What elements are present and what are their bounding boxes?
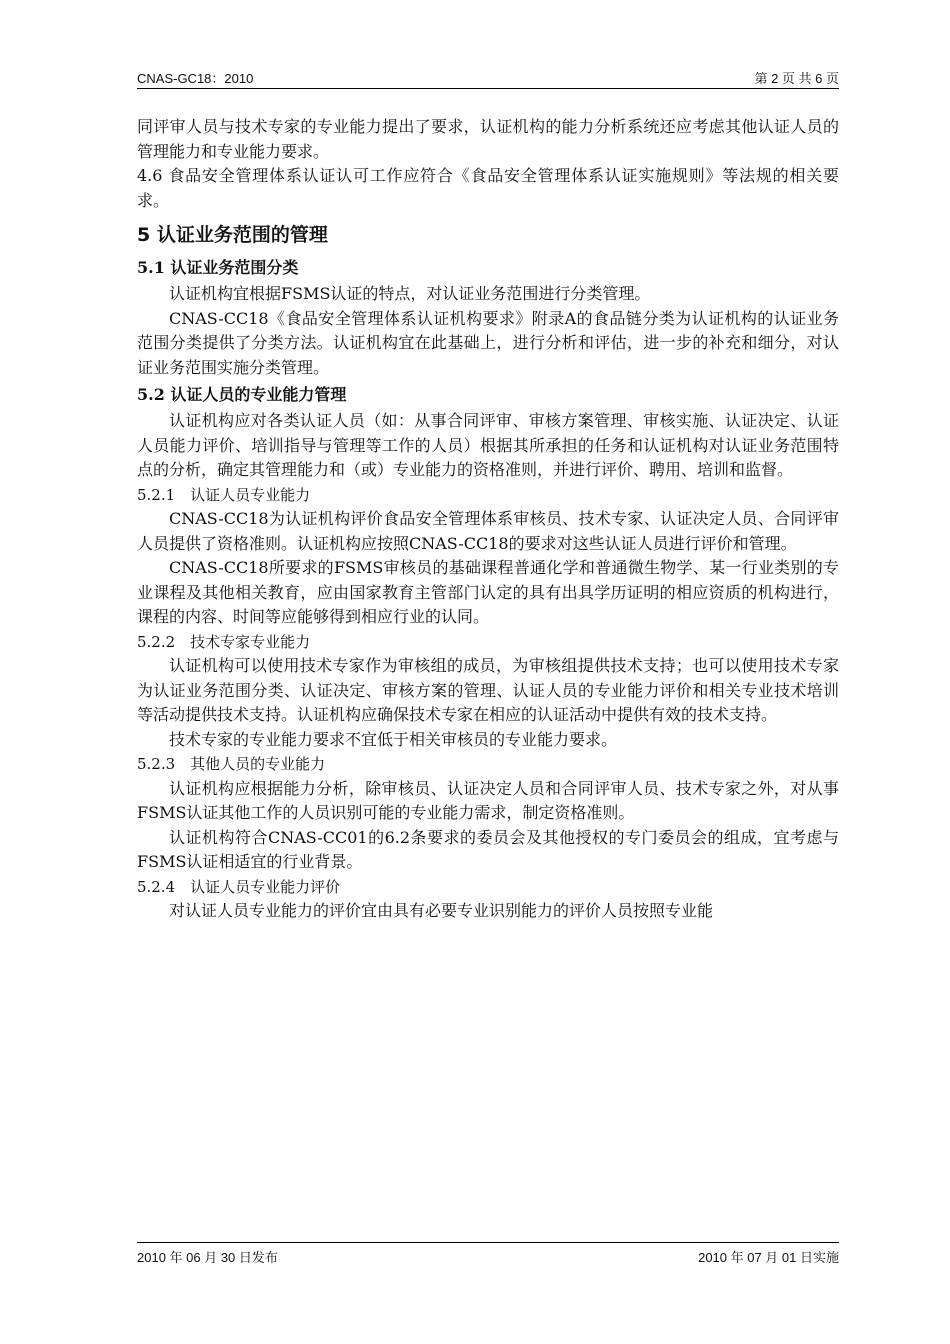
paragraph-4-6: 4.6 食品安全管理体系认证认可工作应符合《食品安全管理体系认证实施规则》等法规的相关要求。: [137, 166, 839, 210]
paragraph-5-2-a: 认证机构应对各类认证人员（如：从事合同评审、审核方案管理、审核实施、认证决定、认证人员能力评价、培训指导与管理等工作的人员）根据其所承担的任务和认证机构对认证业务范围特点的分析，确定其管理能力和（或）专业能力的资格准则，并进行评价、聘用、培训和监督。: [137, 411, 839, 479]
page-header: [137, 68, 839, 88]
publish-date: 2010 年 06 月 30 日发布: [137, 1250, 278, 1265]
paragraph-5-2-3-a: 认证机构应根据能力分析，除审核员、认证决定人员和合同评审人员、技术专家之外，对从事FSMS认证其他工作的人员识别可能的专业能力需求，制定资格准则。: [137, 778, 839, 822]
paragraph-5-2-3-b: 认证机构符合CNAS-CC01的6.2条要求的委员会及其他授权的专门委员会的组成，宜考虑与FSMS认证相适宜的行业背景。: [137, 827, 839, 871]
footer-rule: [137, 1242, 839, 1243]
header-rule: [137, 88, 839, 89]
document-code: CNAS-GC18：2010: [137, 71, 254, 86]
implement-date: 2010 年 07 月 01 日实施: [698, 1250, 839, 1265]
document-body: [137, 115, 839, 924]
section-heading-5-2-2: 5.2.2 技术专家专业能力: [137, 632, 311, 651]
paragraph-5-1-b: CNAS-CC18《食品安全管理体系认证机构要求》附录A的食品链分类为认证机构的认证业务范围分类提供了分类方法。认证机构宜在此基础上，进行分析和评估，进一步的补充和细分，对认证业务范围实施分类管理。: [137, 308, 839, 377]
paragraph-5-1-a: 认证机构宜根据FSMS认证的特点，对认证业务范围进行分类管理。: [169, 284, 651, 303]
section-heading-5: 5 认证业务范围的管理: [137, 224, 328, 246]
section-heading-5-2-1: 5.2.1 认证人员专业能力: [137, 485, 311, 504]
paragraph-5-2-2-b: 技术专家的专业能力要求不宜低于相关审核员的专业能力要求。: [169, 729, 618, 749]
section-heading-5-2-3: 5.2.3 其他人员的专业能力: [137, 755, 326, 773]
paragraph-5-2-4-a: 对认证人员专业能力的评价宜由具有必要专业识别能力的评价人员按照专业能: [169, 901, 714, 920]
section-heading-5-2-4: 5.2.4 认证人员专业能力评价: [137, 877, 341, 896]
section-heading-5-1: 5.1 认证业务范围分类: [137, 258, 299, 277]
paragraph-5-2-1-b: CNAS-CC18所要求的FSMS审核员的基础课程普通化学和普通微生物学、某一行业类别的专业课程及其他相关教育，应由国家教育主管部门认定的具有出具学历证明的相应资质的机构进行，课程的内容、时间等应能够得到相应行业的认同。: [137, 558, 839, 626]
paragraph-5-2-2-a: 认证机构可以使用技术专家作为审核组的成员，为审核组提供技术支持；也可以使用技术专家为认证业务范围分类、认证决定、审核方案的管理、认证人员的专业能力评价和相关专业技术培训等活动提供技术支持。认证机构应确保技术专家在相应的认证活动中提供有效的技术支持。: [137, 656, 839, 724]
page-number: 第 2 页 共 6 页: [754, 71, 839, 86]
section-heading-5-2: 5.2 认证人员的专业能力管理: [137, 385, 347, 404]
paragraph-continued: 同评审人员与技术专家的专业能力提出了要求，认证机构的能力分析系统还应考虑其他认证人员的管理能力和专业能力要求。: [137, 117, 839, 161]
paragraph-5-2-1-a: CNAS-CC18为认证机构评价食品安全管理体系审核员、技术专家、认证决定人员、合同评审人员提供了资格准则。认证机构应按照CNAS-CC18的要求对这些认证人员进行评价和管理。: [137, 509, 839, 553]
